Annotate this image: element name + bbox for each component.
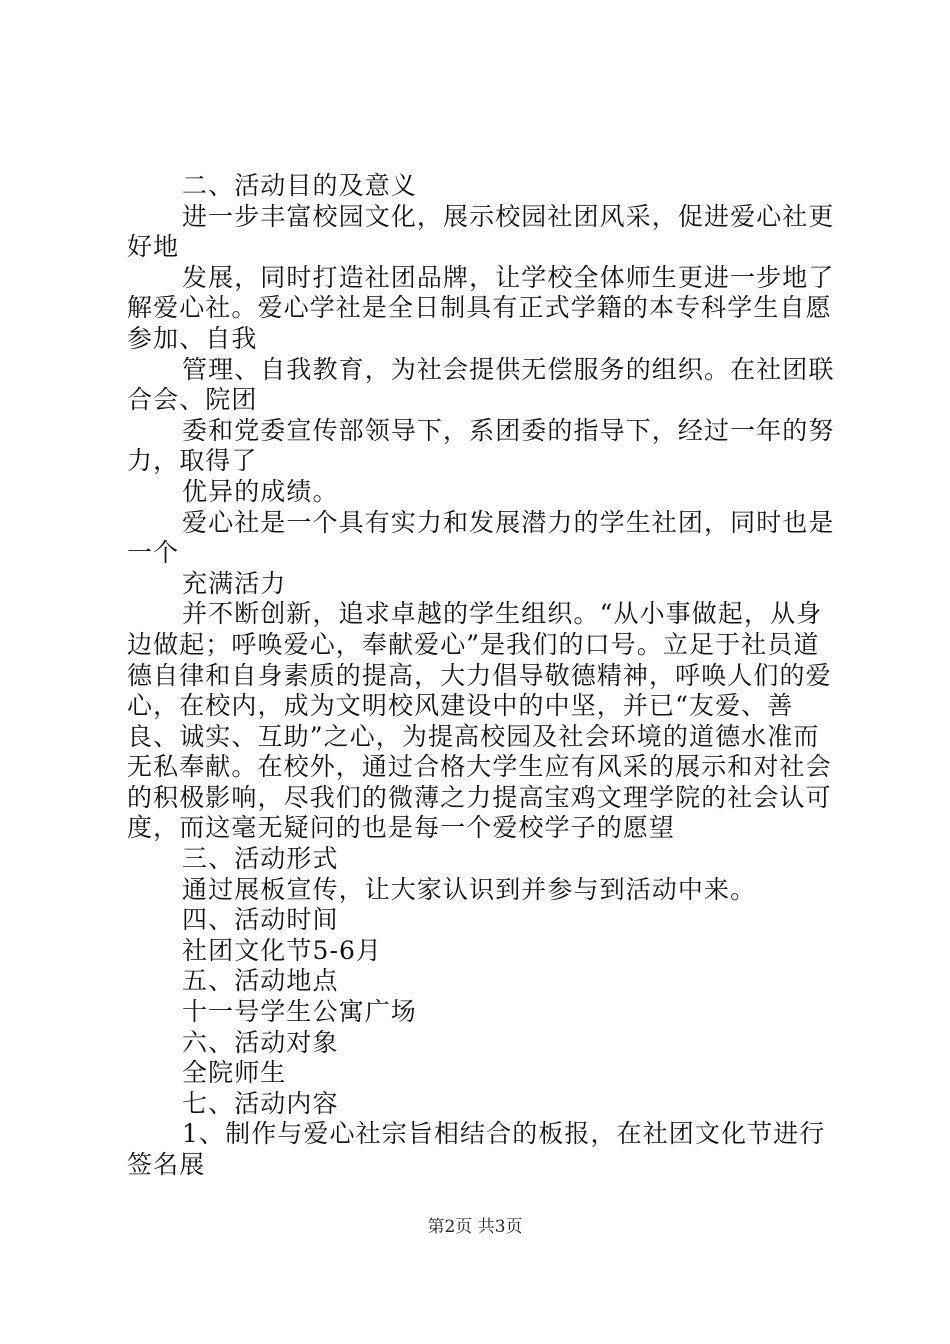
section-heading-time: 四、活动时间 [182, 905, 339, 935]
paragraph: 爱心社是一个具有实力和发展潜力的学生社团，同时也是一个 [127, 507, 835, 568]
paragraph: 十一号学生公寓广场 [182, 997, 417, 1027]
paragraph: 充满活力 [182, 568, 287, 598]
page-number-footer: 第2页 共3页 [427, 1217, 523, 1237]
document-body [127, 171, 837, 1181]
section-heading-purpose: 二、活动目的及意义 [182, 171, 417, 200]
section-heading-content: 七、活动内容 [182, 1088, 339, 1118]
paragraph: 全院师生 [182, 1058, 287, 1088]
section-heading-location: 五、活动地点 [182, 966, 339, 996]
paragraph: 优异的成绩。 [182, 476, 339, 506]
paragraph: 1、制作与爱心社宗旨相结合的板报，在社团文化节进行签名展 [127, 1119, 826, 1179]
paragraph: 社团文化节5-6月 [182, 935, 383, 965]
section-heading-format: 三、活动形式 [182, 844, 339, 874]
paragraph: 进一步丰富校园文化，展示校园社团风采，促进爱心社更好地 [127, 201, 835, 262]
paragraph: 委和党委宣传部领导下，系团委的指导下，经过一年的努力，取得了 [127, 415, 835, 476]
section-heading-audience: 六、活动对象 [182, 1027, 339, 1057]
paragraph: 通过展板宣传，让大家认识到并参与到活动中来。 [182, 874, 757, 904]
paragraph: 发展，同时打造社团品牌，让学校全体师生更进一步地了解爱心社。爱心学社是全日制具有正式学籍的本专科学生自愿参加、自我 [127, 262, 835, 353]
paragraph: 管理、自我教育，为社会提供无偿服务的组织。在社团联合会、院团 [127, 354, 835, 415]
paragraph: 并不断创新，追求卓越的学生组织。“从小事做起，从身边做起；呼唤爱心，奉献爱心”是我们的口号。立足于社员道德自律和自身素质的提高，大力倡导敬德精神，呼唤人们的爱心，在校内，成为文明校风建设中的中坚，并已“友爱、善良、诚实、互助”之心，为提高校园及社会环境的道德水准而无私奉献。在校外，通过合格大学生应有风采的展示和对社会的积极影响，尽我们的微薄之力提高宝鸡文理学院的社会认可度，而这毫无疑问的也是每一个爱校学子的愿望 [127, 599, 832, 843]
